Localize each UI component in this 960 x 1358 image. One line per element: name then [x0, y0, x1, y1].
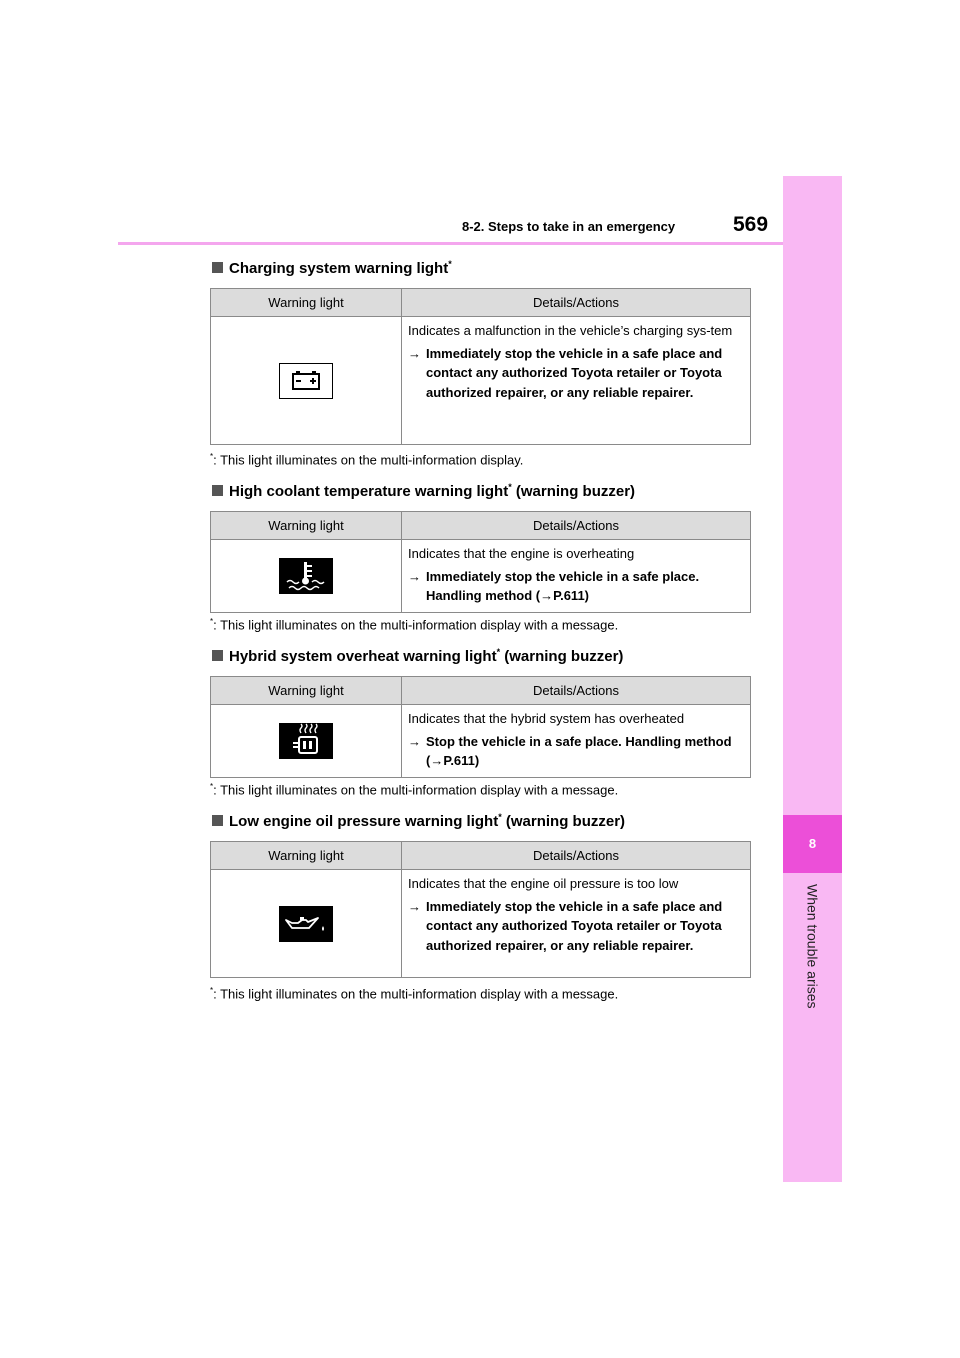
action-text: → Immediately stop the vehicle in a safe place and contact any authorized Toyota retailer or Toyota authorized repairer, or any reliable repairer. [408, 345, 723, 400]
col-warning-light: Warning light [211, 677, 402, 705]
battery-icon [279, 363, 333, 399]
details-cell [402, 540, 751, 613]
col-warning-light: Warning light [211, 842, 402, 870]
col-warning-light: Warning light [211, 512, 402, 540]
hybrid-section-title: Hybrid system overheat warning light* (warning buzzer) [212, 647, 623, 665]
col-details-actions: Details/Actions [402, 289, 751, 317]
details-cell [402, 317, 751, 445]
col-details-actions: Details/Actions [402, 677, 751, 705]
page-number: 569 [733, 213, 769, 236]
charging-section-title: Charging system warning light* [212, 259, 452, 277]
oil-table [210, 841, 751, 978]
description-text: Indicates that the hybrid system has overheated [408, 711, 685, 726]
footnote: *: This light illuminates on the multi-information display with a message. [210, 782, 619, 798]
hybrid-table [210, 676, 751, 778]
details-cell [402, 705, 751, 778]
action-text: → Immediately stop the vehicle in a safe place and contact any authorized Toyota retailer or Toyota authorized repairer, or any reliable repairer. [408, 898, 723, 953]
chapter-label [783, 884, 842, 1009]
coolant-temperature-icon [279, 558, 333, 594]
footnote: *: This light illuminates on the multi-information display with a message. [210, 617, 619, 633]
action-text: → Immediately stop the vehicle in a safe place. Handling method (→P.611) [408, 568, 700, 603]
details-cell [402, 870, 751, 978]
description-text: Indicates that the engine is overheating [408, 546, 635, 561]
action-text: → Stop the vehicle in a safe place. Handling method (→P.611) [408, 733, 732, 768]
description-text: Indicates that the engine oil pressure is too low [408, 876, 679, 891]
footnote: *: This light illuminates on the multi-information display with a message. [210, 986, 619, 1002]
warning-light-cell [211, 317, 402, 445]
bullet-square-icon [212, 815, 223, 826]
description-text: Indicates a malfunction in the vehicle’s charging sys-tem [408, 323, 733, 338]
bullet-square-icon [212, 650, 223, 661]
warning-light-cell [211, 705, 402, 778]
footnote: *: This light illuminates on the multi-information display. [210, 452, 524, 468]
warning-light-cell [211, 540, 402, 613]
col-details-actions: Details/Actions [402, 512, 751, 540]
chapter-label-text: When trouble arises [804, 884, 821, 1009]
col-warning-light: Warning light [211, 289, 402, 317]
col-details-actions: Details/Actions [402, 842, 751, 870]
warning-light-cell [211, 870, 402, 978]
bullet-square-icon [212, 262, 223, 273]
charging-table [210, 288, 751, 445]
bullet-square-icon [212, 485, 223, 496]
hybrid-overheat-icon [279, 723, 333, 759]
coolant-table [210, 511, 751, 613]
section-heading: 8-2. Steps to take in an emergency [462, 219, 676, 234]
header-rule [118, 242, 783, 245]
oil-pressure-icon [279, 906, 333, 942]
side-tab [783, 176, 842, 1182]
coolant-section-title: High coolant temperature warning light* (warning buzzer) [212, 482, 635, 500]
oil-section-title: Low engine oil pressure warning light* (warning buzzer) [212, 812, 625, 830]
chapter-number: 8 [783, 815, 842, 873]
